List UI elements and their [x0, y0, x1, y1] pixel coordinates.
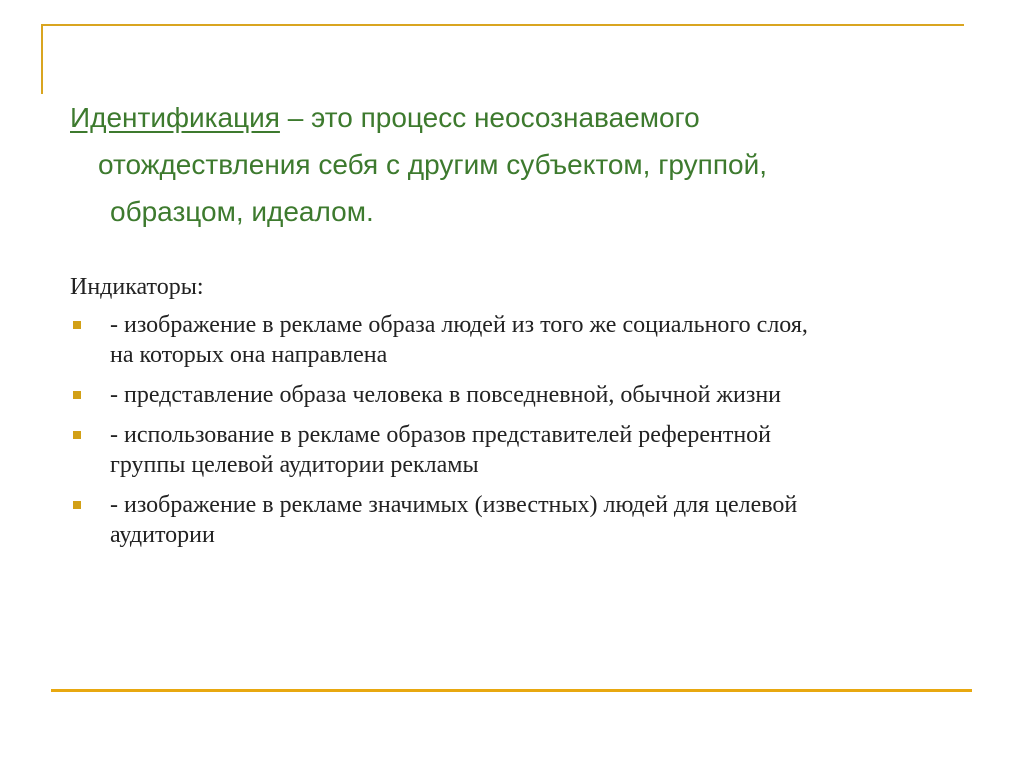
square-bullet-icon	[73, 501, 81, 509]
list-item-line-1: - изображение в рекламе значимых (известных) людей для целевой	[110, 492, 798, 518]
title-line-3: образцом, идеалом.	[110, 196, 374, 227]
list-item-line-2: на которых она направлена	[110, 342, 388, 368]
list-item-line-2: аудитории	[110, 522, 215, 548]
list-item	[70, 380, 970, 410]
title-line-2: отождествления себя с другим субъектом, группой,	[98, 149, 767, 180]
list-item-line-1: - представление образа человека в повседневной, обычной жизни	[110, 382, 782, 408]
list-item-line-1: - использование в рекламе образов представителей референтной	[110, 422, 772, 448]
left-rule	[41, 24, 43, 94]
list-item	[70, 490, 970, 550]
title-term: Идентификация	[70, 102, 280, 133]
list-item-line-1: - изображение в рекламе образа людей из того же социального слоя,	[110, 312, 808, 338]
title-line-1	[70, 94, 970, 141]
square-bullet-icon	[73, 391, 81, 399]
indicators-heading: Индикаторы:	[70, 274, 204, 300]
list-item-line-2: группы целевой аудитории рекламы	[110, 452, 479, 478]
title-line-1-rest: – это процесс неосознаваемого	[279, 102, 700, 133]
list-item	[70, 420, 970, 480]
list-item	[70, 310, 970, 370]
square-bullet-icon	[73, 321, 81, 329]
square-bullet-icon	[73, 431, 81, 439]
indicators-section	[70, 272, 970, 560]
slide-title	[70, 94, 970, 235]
indicator-list	[70, 310, 970, 550]
bottom-rule	[51, 689, 972, 692]
top-rule	[41, 24, 964, 26]
